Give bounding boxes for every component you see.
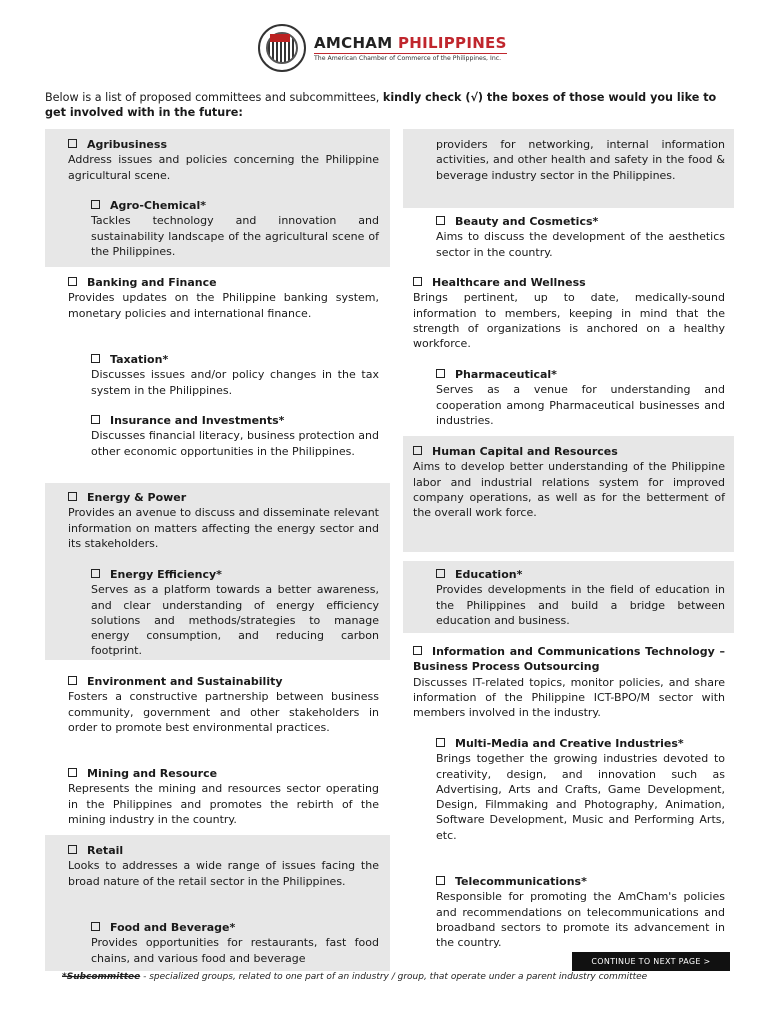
committee-desc: Aims to discuss the development of the aesthetics sector in the country. — [436, 230, 725, 259]
committee-title: Food and Beverage* — [110, 921, 236, 934]
checkbox[interactable] — [91, 415, 100, 424]
brand-title — [314, 34, 507, 52]
checkbox[interactable] — [436, 369, 445, 378]
footnote-term: *Subcommittee — [62, 972, 141, 982]
committee-desc: Aims to develop better understanding of the Philippine labor and industrial relations system for improved company operations, as well as for the betterment of the overall work force. — [413, 460, 725, 520]
amcham-seal-logo — [258, 24, 306, 72]
committee-desc: Serves as a platform towards a better awareness, and clear understanding of energy efficiency solutions and methods/strategies to manage energy consumption, and reducing carbon footprint. — [91, 583, 379, 658]
committee-desc: Looks to addresses a wide range of issues facing the broad nature of the retail sector in the Philippines. — [68, 859, 379, 888]
checkbox[interactable] — [413, 646, 422, 655]
committee-title: Healthcare and Wellness — [432, 276, 586, 289]
brand-name-part1: AMCHAM — [314, 34, 393, 52]
committee-desc: Tackles technology and innovation and sustainability landscape of the agricultural scene of the Philippines. — [91, 214, 379, 258]
committee-title: Agribusiness — [87, 138, 167, 151]
committee-desc: Represents the mining and resources sector operating in the Philippines and promotes the rebirth of the mining industry in the country. — [68, 782, 379, 826]
committee-title: Banking and Finance — [87, 276, 217, 289]
committee-title: Education* — [455, 568, 523, 581]
checkbox[interactable] — [68, 139, 77, 148]
checkbox[interactable] — [436, 876, 445, 885]
checkbox[interactable] — [91, 569, 100, 578]
checkbox[interactable] — [68, 492, 77, 501]
committee-desc: Provides an avenue to discuss and disseminate relevant information on matters affecting the energy sector and its stakeholders. — [68, 506, 379, 550]
committee-desc: Provides opportunities for restaurants, fast food chains, and various food and beverage — [91, 936, 379, 965]
committee-desc: Responsible for promoting the AmCham's policies and recommendations on telecommunications and broadband sectors to promote its advancement in the country. — [436, 890, 725, 950]
checkbox[interactable] — [68, 845, 77, 854]
committee-desc: Address issues and policies concerning the Philippine agricultural scene. — [68, 153, 379, 182]
checkbox[interactable] — [68, 768, 77, 777]
checkbox[interactable] — [413, 277, 422, 286]
committee-desc: Provides developments in the field of education in the Philippines and build a bridge between education and business. — [436, 583, 725, 627]
committee-title: Energy & Power — [87, 491, 187, 504]
subcommittee-pharmaceutical — [436, 367, 725, 428]
subcommittee-education — [436, 567, 725, 628]
checkbox[interactable] — [91, 200, 100, 209]
subcommittee-beauty — [436, 214, 725, 260]
subcommittee-food-beverage — [91, 920, 379, 966]
committee-desc: Serves as a venue for understanding and cooperation among Pharmaceutical businesses and industries. — [436, 383, 725, 427]
checkbox[interactable] — [436, 738, 445, 747]
committee-retail — [68, 843, 379, 889]
committee-title: Energy Efficiency* — [110, 568, 222, 581]
footnote — [62, 972, 647, 982]
subcommittee-agro-chemical — [91, 198, 379, 259]
committee-title: Retail — [87, 844, 124, 857]
brand-block — [314, 34, 507, 62]
committee-desc: Discusses financial literacy, business protection and other economic opportunities in the Philippines. — [91, 429, 379, 458]
committee-title: Agro-Chemical* — [110, 199, 206, 212]
brand-name-part2: PHILIPPINES — [397, 34, 507, 52]
subcommittee-taxation — [91, 352, 379, 398]
committee-environment — [68, 674, 379, 735]
committee-title: Beauty and Cosmetics* — [455, 215, 599, 228]
committee-title: Multi-Media and Creative Industries* — [455, 737, 684, 750]
committee-banking — [68, 275, 379, 321]
continue-next-page-button[interactable]: CONTINUE TO NEXT PAGE > — [572, 952, 730, 971]
committee-ict-bpo — [413, 644, 725, 720]
committee-desc: Brings pertinent, up to date, medically-sound information to members, keeping in mind that the strength of organizations is anchored on a healthy workforce. — [413, 291, 725, 351]
checkbox[interactable] — [436, 216, 445, 225]
committee-desc: Discusses IT-related topics, monitor policies, and share information of the Philippine ICT-BPO/M sector with members involved in the industry. — [413, 675, 725, 720]
committee-title: Human Capital and Resources — [432, 445, 618, 458]
committee-title: Taxation* — [110, 353, 169, 366]
checkbox[interactable] — [68, 676, 77, 685]
committee-agribusiness — [68, 137, 379, 183]
intro-text — [45, 90, 735, 120]
committee-desc: providers for networking, internal information activities, and other health and safety in the food & beverage industry sector in the Philippines. — [436, 138, 725, 182]
subcommittee-energy-efficiency — [91, 567, 379, 659]
subcommittee-telecommunications — [436, 874, 725, 950]
committee-energy-power — [68, 490, 379, 551]
committee-title: Mining and Resource — [87, 767, 218, 780]
committee-title: Information and Communications Technology – Business Process Outsourcing — [413, 645, 725, 674]
committee-title: Environment and Sustainability — [87, 675, 283, 688]
intro-instruction: kindly check (√) the boxes of those would you like to get involved with in the future: — [45, 91, 717, 119]
checkbox[interactable] — [91, 354, 100, 363]
subcommittee-multimedia — [436, 736, 725, 843]
committee-desc: Fosters a constructive partnership between business community, government and other stakeholders in order to promote best environmental practices. — [68, 690, 379, 734]
committee-desc: Brings together the growing industries devoted to creativity, design, and innovation such as Advertising, Arts and Crafts, Game Development, Design, Filmmaking and Photography, Animation, Software Development, Music and Performing Arts, etc. — [436, 752, 725, 842]
brand-subtitle: The American Chamber of Commerce of the Philippines, Inc. — [314, 55, 502, 62]
committee-desc: Discusses issues and/or policy changes in the tax system in the Philippines. — [91, 368, 379, 397]
committee-title: Insurance and Investments* — [110, 414, 285, 427]
intro-lead: Below is a list of proposed committees and subcommittees, — [45, 91, 383, 104]
committee-title: Pharmaceutical* — [455, 368, 557, 381]
checkbox[interactable] — [436, 569, 445, 578]
checkbox[interactable] — [91, 922, 100, 931]
checkbox[interactable] — [413, 446, 422, 455]
committee-title: Telecommunications* — [455, 875, 587, 888]
subcommittee-insurance — [91, 413, 379, 459]
checkbox[interactable] — [68, 277, 77, 286]
food-beverage-continued — [436, 137, 725, 183]
header — [258, 24, 507, 72]
footnote-text: - specialized groups, related to one part of an industry / group, that operate under a parent industry committee — [140, 972, 648, 982]
committee-human-capital — [413, 444, 725, 520]
committee-mining — [68, 766, 379, 827]
committee-healthcare — [413, 275, 725, 351]
committee-desc: Provides updates on the Philippine banking system, monetary policies and international finance. — [68, 291, 379, 320]
